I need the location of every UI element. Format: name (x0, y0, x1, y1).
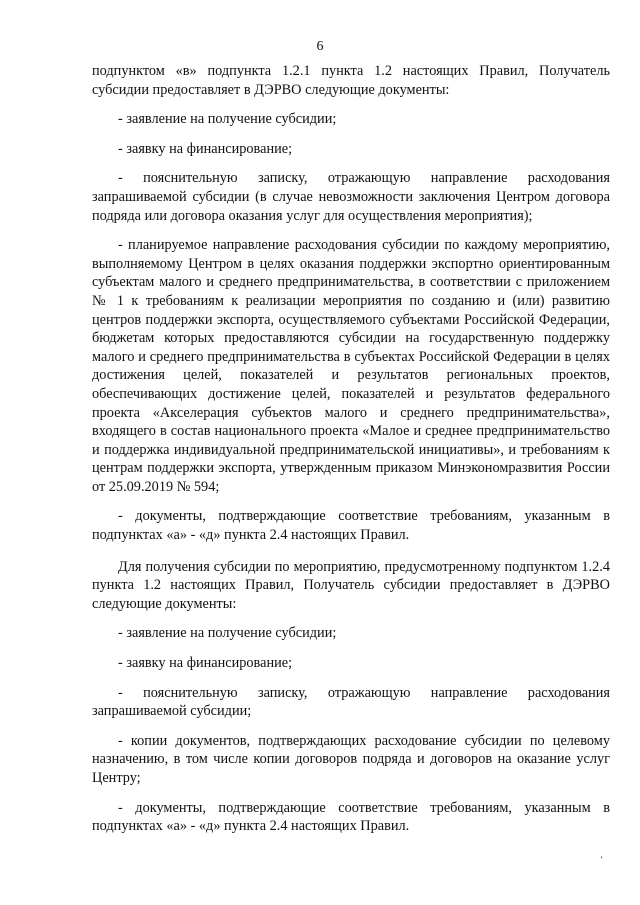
list-item-compliance-documents-2: - документы, подтверждающие соответствие требованиям, указанным в подпунктах «а» - «д» пункта 2.4 настоящих Правил. (92, 799, 610, 835)
list-item-application-2: - заявление на получение субсидии; (118, 625, 337, 642)
list-item-copies-of-documents: - копии документов, подтверждающих расходование субсидии по целевому назначению, в том числе копии договоров подряда и договоров на оказание услуг Центру; (92, 732, 610, 786)
document-body (92, 62, 610, 847)
scan-artifact-mark: ‘ (600, 855, 604, 866)
paragraph-measure-1-2-4: Для получения субсидии по мероприятию, предусмотренному подпунктом 1.2.4 пункта 1.2 настоящих Правил, Получатель субсидии предоставляет в ДЭРВО следующие документы: (92, 558, 610, 612)
list-item-compliance-documents: - документы, подтверждающие соответствие требованиям, указанным в подпунктах «а» - «д» пункта 2.4 настоящих Правил. (92, 508, 610, 544)
list-item-explanatory-note-2: - пояснительную записку, отражающую направление расходования запрашиваемой субсидии; (92, 684, 610, 720)
list-item-planned-spending: - планируемое направление расходования субсидии по каждому мероприятию, выполняемому Центром в целях оказания поддержки экспортно ориентированным субъектам малого и среднего предпринимательства, в соответствии с приложением № 1 к требованиям к реализации мероприятия по созданию и (или) развитию центров поддержки экспорта, осуществляемого субъектами Российской Федерации, бюджетам которых предоставляются субсидии на государственную поддержку малого и среднего предпринимательства в субъектах Российской Федерации в целях достижения целей, показателей и результатов региональных проектов, обеспечивающих достижение целей, показателей и результатов федерального проекта «Акселерация субъектов малого и среднего предпринимательства», входящего в состав национального проекта «Малое и среднее предпринимательство и поддержка индивидуальной предпринимательской инициативы», и требованиям к центрам поддержки экспорта, утвержденным приказом Минэкономразвития России от 25.09.2019 № 594; (92, 237, 610, 495)
list-item-financing-request: - заявку на финансирование; (118, 140, 293, 157)
page-number: 6 (316, 39, 324, 54)
list-item-explanatory-note: - пояснительную записку, отражающую направление расходования запрашиваемой субсидии (в случае невозможности заключения Центром договора подряда или договора оказания услуг для осуществления мероприятия); (92, 170, 610, 224)
list-item-financing-request-2: - заявку на финансирование; (118, 655, 293, 672)
paragraph-intro: подпунктом «в» подпункта 1.2.1 пункта 1.2 настоящих Правил, Получатель субсидии предоставляет в ДЭРВО следующие документы: (92, 63, 610, 98)
list-item-application: - заявление на получение субсидии; (118, 111, 337, 128)
